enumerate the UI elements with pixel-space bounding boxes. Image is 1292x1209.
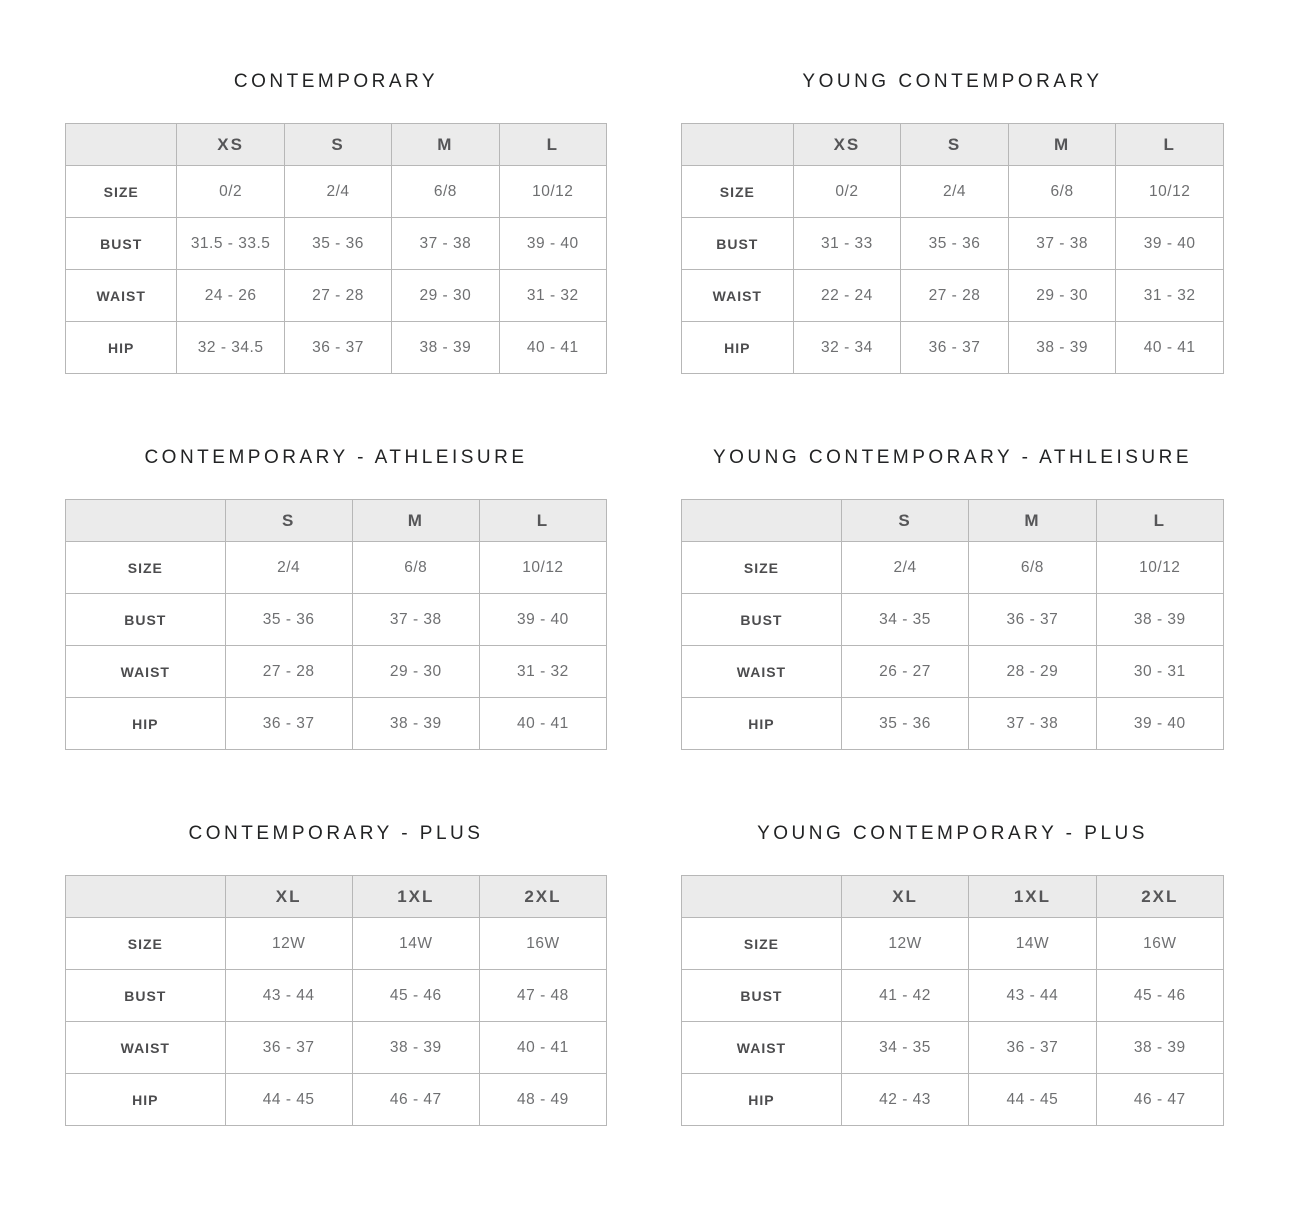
header-row (682, 876, 1224, 918)
cell-value: 35 - 36 (225, 594, 352, 646)
table-row (682, 970, 1224, 1022)
cell-value: 40 - 41 (479, 1022, 606, 1074)
table-row (66, 218, 607, 270)
cell-value: 39 - 40 (499, 218, 606, 270)
row-label: SIZE (682, 166, 794, 218)
row-label: SIZE (682, 542, 842, 594)
cell-value: 14W (352, 918, 479, 970)
cell-value: 6/8 (1008, 166, 1116, 218)
cell-value: 46 - 47 (352, 1074, 479, 1126)
table-row (66, 542, 607, 594)
column-header: M (1008, 124, 1116, 166)
cell-value: 36 - 37 (901, 322, 1009, 374)
column-header: L (499, 124, 606, 166)
cell-value: 2/4 (841, 542, 968, 594)
column-header: S (841, 500, 968, 542)
chart-title: YOUNG CONTEMPORARY (802, 71, 1103, 92)
chart-title: YOUNG CONTEMPORARY - PLUS (757, 823, 1148, 844)
column-header: S (225, 500, 352, 542)
cell-value: 38 - 39 (392, 322, 499, 374)
row-label: WAIST (66, 1022, 226, 1074)
cell-value: 24 - 26 (177, 270, 284, 322)
row-label: HIP (66, 322, 177, 374)
cell-value: 37 - 38 (1008, 218, 1116, 270)
cell-value: 31 - 32 (1116, 270, 1224, 322)
cell-value: 2/4 (225, 542, 352, 594)
cell-value: 28 - 29 (969, 646, 1096, 698)
cell-value: 12W (841, 918, 968, 970)
row-label: HIP (66, 698, 226, 750)
row-label: BUST (682, 218, 794, 270)
cell-value: 6/8 (969, 542, 1096, 594)
cell-value: 16W (1096, 918, 1223, 970)
row-label: WAIST (682, 270, 794, 322)
row-label: BUST (66, 594, 226, 646)
cell-value: 39 - 40 (479, 594, 606, 646)
section-young-contemporary-plus (681, 822, 1224, 1126)
row-label: BUST (66, 218, 177, 270)
corner-header-cell (66, 124, 177, 166)
cell-value: 10/12 (499, 166, 606, 218)
table-row (682, 698, 1224, 750)
row-label: HIP (682, 322, 794, 374)
cell-value: 36 - 37 (284, 322, 391, 374)
table-row (66, 166, 607, 218)
table-row (66, 970, 607, 1022)
table-row (66, 1074, 607, 1126)
row-label: SIZE (66, 166, 177, 218)
chart-title: CONTEMPORARY - ATHLEISURE (144, 447, 528, 468)
column-header: 2XL (1096, 876, 1223, 918)
cell-value: 36 - 37 (969, 1022, 1096, 1074)
cell-value: 29 - 30 (352, 646, 479, 698)
table-row (682, 594, 1224, 646)
table-row (66, 594, 607, 646)
cell-value: 37 - 38 (352, 594, 479, 646)
cell-value: 32 - 34 (793, 322, 901, 374)
column-header: M (969, 500, 1096, 542)
cell-value: 45 - 46 (352, 970, 479, 1022)
cell-value: 37 - 38 (392, 218, 499, 270)
cell-value: 32 - 34.5 (177, 322, 284, 374)
cell-value: 27 - 28 (284, 270, 391, 322)
section-contemporary-plus (65, 822, 607, 1126)
row-label: WAIST (66, 646, 226, 698)
cell-value: 31 - 33 (793, 218, 901, 270)
row-label: SIZE (66, 918, 226, 970)
column-header: 1XL (969, 876, 1096, 918)
size-table (681, 875, 1224, 1126)
header-row (66, 500, 607, 542)
column-header: XS (177, 124, 284, 166)
cell-value: 38 - 39 (352, 698, 479, 750)
corner-header-cell (682, 124, 794, 166)
row-label: SIZE (682, 918, 842, 970)
cell-value: 38 - 39 (1008, 322, 1116, 374)
column-header: M (352, 500, 479, 542)
cell-value: 0/2 (177, 166, 284, 218)
cell-value: 31.5 - 33.5 (177, 218, 284, 270)
table-row (682, 166, 1224, 218)
cell-value: 41 - 42 (841, 970, 968, 1022)
column-header: XS (793, 124, 901, 166)
cell-value: 0/2 (793, 166, 901, 218)
cell-value: 35 - 36 (284, 218, 391, 270)
cell-value: 10/12 (1096, 542, 1223, 594)
corner-header-cell (66, 500, 226, 542)
cell-value: 29 - 30 (392, 270, 499, 322)
cell-value: 16W (479, 918, 606, 970)
cell-value: 31 - 32 (479, 646, 606, 698)
cell-value: 42 - 43 (841, 1074, 968, 1126)
cell-value: 36 - 37 (225, 698, 352, 750)
table-row (66, 322, 607, 374)
size-table (65, 123, 607, 374)
corner-header-cell (682, 876, 842, 918)
table-row (66, 698, 607, 750)
size-table (681, 499, 1224, 750)
column-header: M (392, 124, 499, 166)
cell-value: 47 - 48 (479, 970, 606, 1022)
cell-value: 48 - 49 (479, 1074, 606, 1126)
table-row (682, 218, 1224, 270)
row-label: HIP (682, 698, 842, 750)
row-label: WAIST (682, 646, 842, 698)
table-row (682, 646, 1224, 698)
section-young-contemporary (681, 70, 1224, 374)
cell-value: 30 - 31 (1096, 646, 1223, 698)
cell-value: 12W (225, 918, 352, 970)
row-label: WAIST (682, 1022, 842, 1074)
table-row (682, 1074, 1224, 1126)
chart-title: YOUNG CONTEMPORARY - ATHLEISURE (712, 447, 1193, 468)
size-table (65, 875, 607, 1126)
table-row (66, 270, 607, 322)
cell-value: 22 - 24 (793, 270, 901, 322)
column-header: XL (841, 876, 968, 918)
cell-value: 35 - 36 (841, 698, 968, 750)
cell-value: 14W (969, 918, 1096, 970)
cell-value: 27 - 28 (225, 646, 352, 698)
cell-value: 38 - 39 (1096, 1022, 1223, 1074)
cell-value: 44 - 45 (969, 1074, 1096, 1126)
size-table (681, 123, 1224, 374)
cell-value: 29 - 30 (1008, 270, 1116, 322)
row-label: BUST (66, 970, 226, 1022)
section-young-contemporary-athleisure (681, 446, 1224, 750)
corner-header-cell (66, 876, 226, 918)
table-row (66, 646, 607, 698)
cell-value: 34 - 35 (841, 1022, 968, 1074)
cell-value: 43 - 44 (225, 970, 352, 1022)
column-header: 2XL (479, 876, 606, 918)
cell-value: 31 - 32 (499, 270, 606, 322)
table-row (682, 918, 1224, 970)
chart-title: CONTEMPORARY (233, 71, 439, 92)
cell-value: 46 - 47 (1096, 1074, 1223, 1126)
table-row (66, 1022, 607, 1074)
table-row (66, 918, 607, 970)
cell-value: 38 - 39 (1096, 594, 1223, 646)
column-header: L (1096, 500, 1223, 542)
table-row (682, 1022, 1224, 1074)
column-header: S (901, 124, 1009, 166)
row-label: BUST (682, 594, 842, 646)
corner-header-cell (682, 500, 842, 542)
header-row (682, 124, 1224, 166)
header-row (66, 124, 607, 166)
cell-value: 6/8 (392, 166, 499, 218)
header-row (682, 500, 1224, 542)
cell-value: 40 - 41 (499, 322, 606, 374)
cell-value: 45 - 46 (1096, 970, 1223, 1022)
cell-value: 40 - 41 (1116, 322, 1224, 374)
cell-value: 39 - 40 (1116, 218, 1224, 270)
header-row (66, 876, 607, 918)
row-label: HIP (66, 1074, 226, 1126)
cell-value: 39 - 40 (1096, 698, 1223, 750)
cell-value: 37 - 38 (969, 698, 1096, 750)
section-contemporary-athleisure (65, 446, 607, 750)
column-header: XL (225, 876, 352, 918)
cell-value: 43 - 44 (969, 970, 1096, 1022)
row-label: WAIST (66, 270, 177, 322)
cell-value: 27 - 28 (901, 270, 1009, 322)
section-contemporary (65, 70, 607, 374)
cell-value: 44 - 45 (225, 1074, 352, 1126)
table-row (682, 322, 1224, 374)
row-label: BUST (682, 970, 842, 1022)
chart-title: CONTEMPORARY - PLUS (188, 823, 484, 844)
cell-value: 35 - 36 (901, 218, 1009, 270)
table-row (682, 542, 1224, 594)
table-row (682, 270, 1224, 322)
column-header: L (1116, 124, 1224, 166)
cell-value: 36 - 37 (225, 1022, 352, 1074)
cell-value: 6/8 (352, 542, 479, 594)
cell-value: 38 - 39 (352, 1022, 479, 1074)
column-header: L (479, 500, 606, 542)
cell-value: 10/12 (479, 542, 606, 594)
size-table (65, 499, 607, 750)
row-label: HIP (682, 1074, 842, 1126)
cell-value: 2/4 (284, 166, 391, 218)
cell-value: 10/12 (1116, 166, 1224, 218)
cell-value: 34 - 35 (841, 594, 968, 646)
column-header: S (284, 124, 391, 166)
cell-value: 36 - 37 (969, 594, 1096, 646)
cell-value: 2/4 (901, 166, 1009, 218)
cell-value: 40 - 41 (479, 698, 606, 750)
cell-value: 26 - 27 (841, 646, 968, 698)
row-label: SIZE (66, 542, 226, 594)
column-header: 1XL (352, 876, 479, 918)
